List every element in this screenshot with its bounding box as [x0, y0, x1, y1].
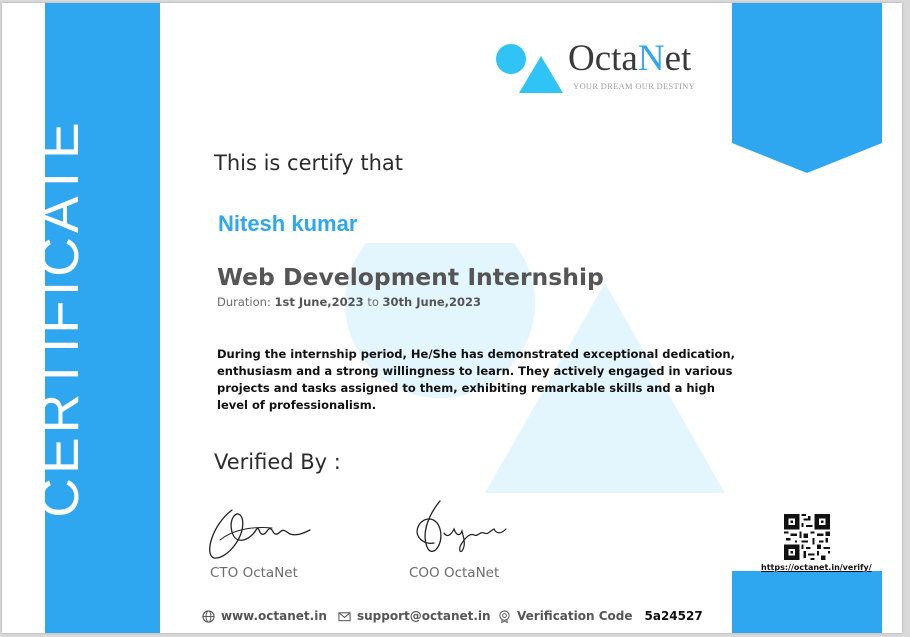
octanet-logo-icon	[494, 41, 564, 95]
intro-text: This is certify that	[214, 151, 403, 175]
cto-signature	[202, 500, 322, 564]
coo-role-label: COO OctaNet	[409, 565, 500, 581]
footer-verification	[498, 608, 703, 624]
verified-by-heading: Verified By :	[214, 450, 341, 474]
recipient-name: Nitesh kumar	[218, 211, 358, 236]
footer-email[interactable]	[338, 608, 491, 624]
program-title: Web Development Internship	[217, 263, 604, 291]
description-text: During the internship period, He/She has demonstrated exceptional dedication, enthusiasm and a strong willingness to learn. They actively engaged in various projects and tasks assigned to them, exhibiting remarkable skills and a high level of professionalism.	[217, 347, 735, 412]
qr-code-icon[interactable]	[784, 514, 830, 560]
verify-url-link[interactable]: https://octanet.in/verify/	[761, 563, 872, 572]
bottom-right-block	[732, 571, 882, 633]
certificate-page	[2, 3, 902, 633]
globe-icon	[202, 610, 215, 623]
verification-label: Verification Code	[517, 609, 633, 623]
website-text[interactable]: www.octanet.in	[221, 609, 327, 623]
duration-line: Duration: 1st June,2023 to 30th June,2023	[217, 295, 482, 309]
mail-icon	[338, 610, 351, 623]
coo-signature	[400, 493, 520, 557]
verify-badge-icon	[498, 610, 511, 623]
certificate-vertical-title: CERTIFICATE	[28, 118, 90, 518]
footer-website[interactable]	[202, 608, 327, 624]
corner-ribbon	[732, 3, 882, 173]
email-text[interactable]: support@octanet.in	[357, 609, 491, 623]
verification-code: 5a24527	[644, 609, 703, 623]
logo-tagline: YOUR DREAM OUR DESTINY	[573, 81, 696, 91]
logo-wordmark: OctaNet	[568, 38, 692, 79]
cto-role-label: CTO OctaNet	[210, 565, 298, 581]
